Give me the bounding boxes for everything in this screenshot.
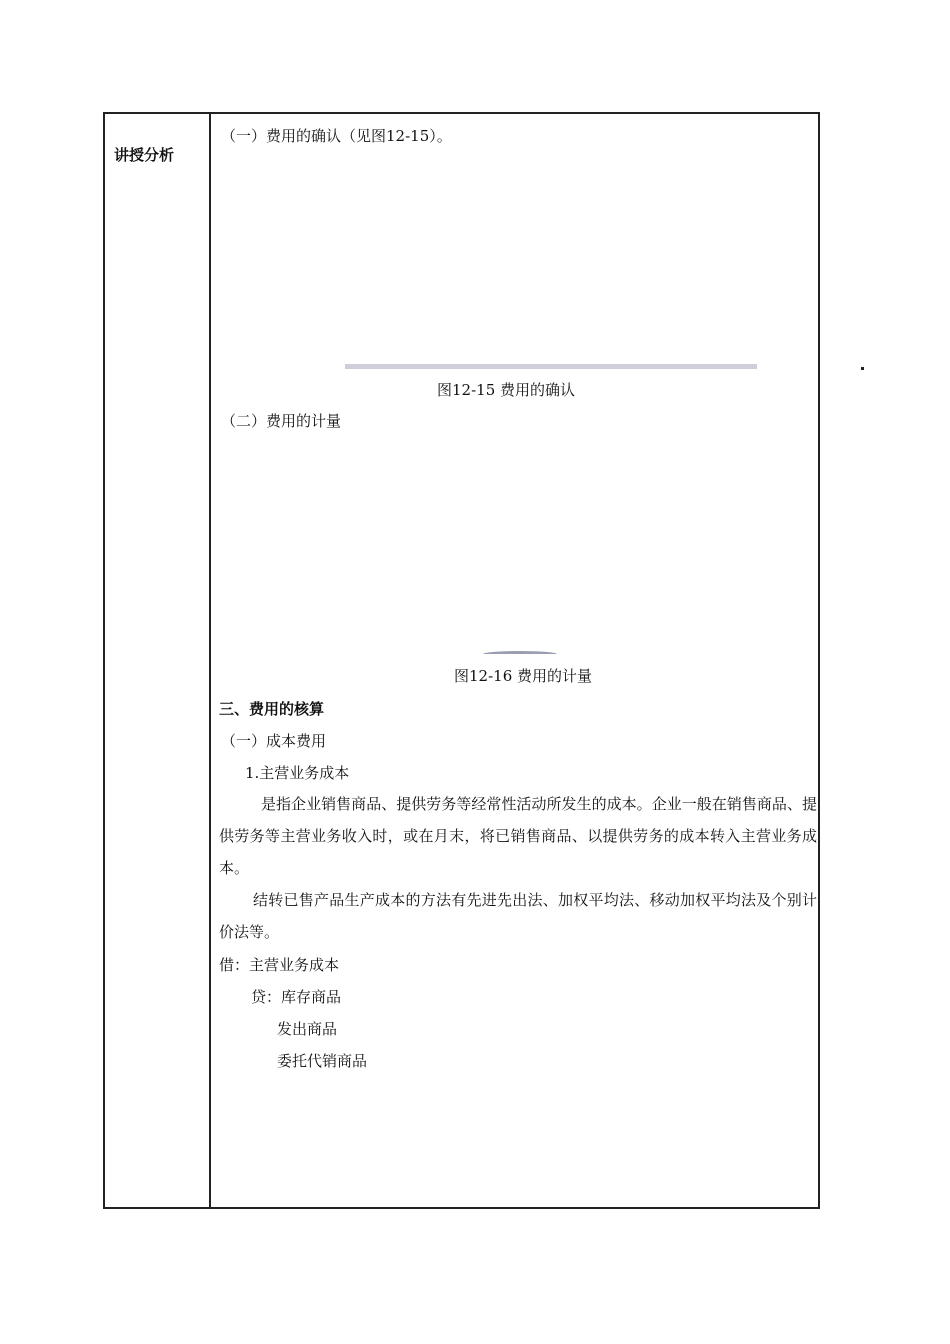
accounting-heading: 三、费用的核算 (219, 700, 325, 718)
content-cell (211, 114, 818, 1207)
recognition-heading: （一）费用的确认（见图12-15）。 (221, 127, 452, 145)
lesson-table (103, 112, 820, 1209)
credit-line: 贷：库存商品 (251, 988, 342, 1006)
paragraph-1: 是指企业销售商品、提供劳务等经常性活动所发生的成本。企业一般在销售商品、提供劳务等主营业务收入时，或在月末，将已销售商品、以提供劳务的成本转入主营业务成本。 (219, 795, 817, 877)
debit-line: 借：主营业务成本 (219, 956, 340, 974)
paragraph-2: 结转已售产品生产成本的方法有先进先出法、加权平均法、移动加权平均法及个别计价法等。 (219, 891, 817, 941)
credit-item-2: 发出商品 (277, 1020, 338, 1038)
figure-12-16-caption: 图12-16 费用的计量 (454, 667, 593, 685)
credit-item-3: 委托代销商品 (277, 1052, 368, 1070)
cost-heading: （一）成本费用 (221, 732, 327, 750)
measurement-heading: （二）费用的计量 (221, 412, 342, 430)
figure-12-15-caption: 图12-15 费用的确认 (437, 381, 576, 399)
figure-12-15-image (345, 364, 757, 369)
row-label: 讲授分析 (114, 146, 175, 164)
figure-12-15-mark (861, 367, 864, 370)
main-business-cost-heading: 1.主营业务成本 (245, 764, 350, 782)
figure-12-16-image (483, 651, 557, 657)
